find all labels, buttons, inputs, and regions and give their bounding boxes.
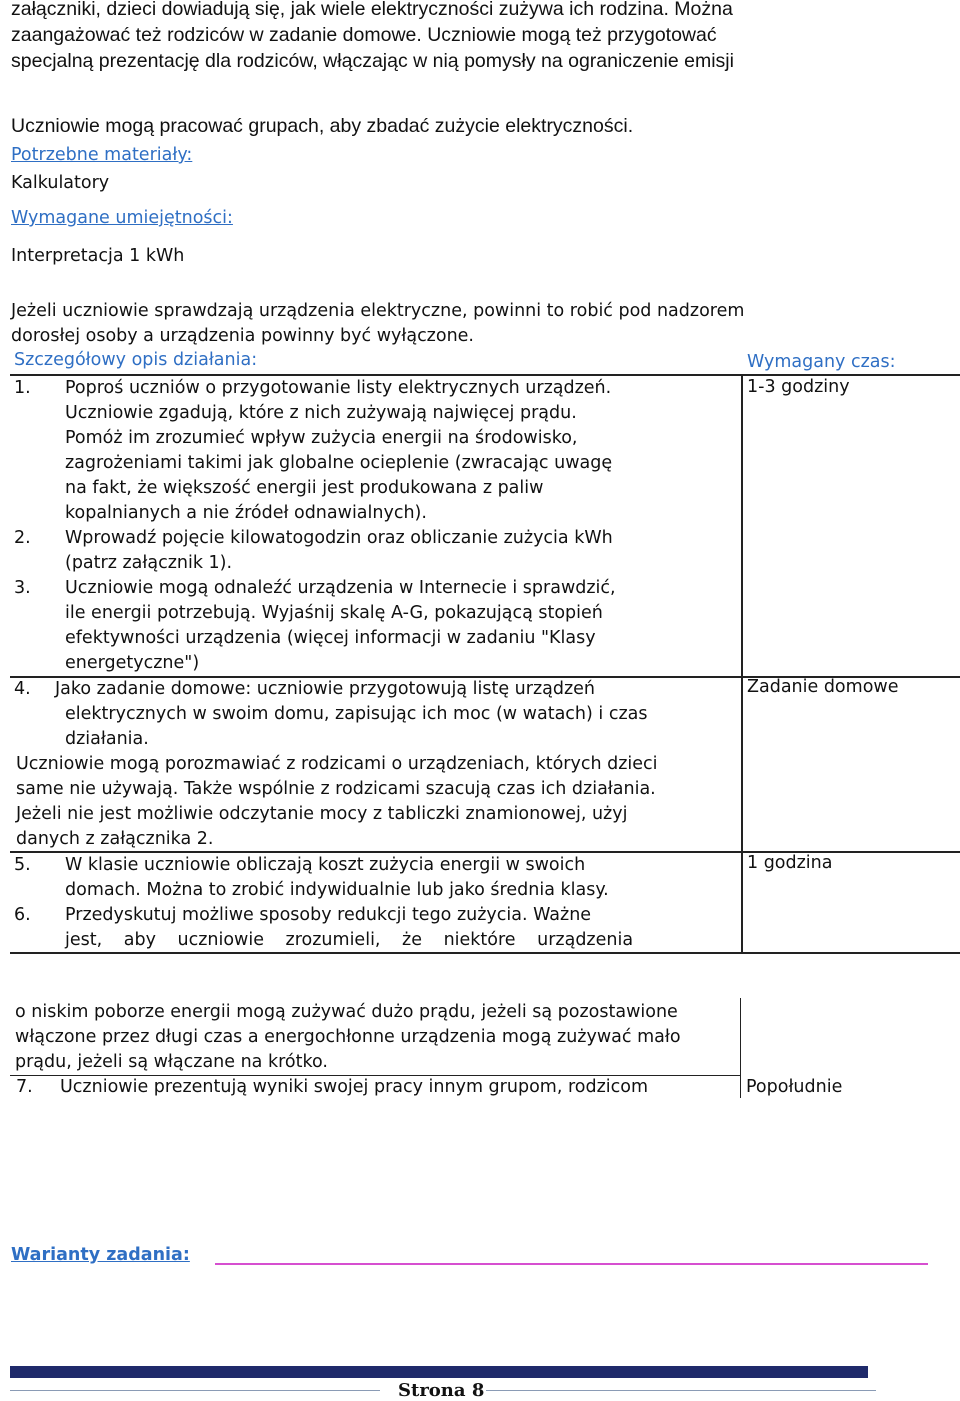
step-number: 4. <box>14 679 31 699</box>
step-line: działania. <box>65 729 149 749</box>
groups-line: Uczniowie mogą pracować grupach, aby zbadać zużycie elektryczności. <box>11 115 634 137</box>
step-line: kopalnianych a nie źródeł odnawialnych). <box>65 503 427 523</box>
table-divider <box>741 374 743 953</box>
step-line: Poproś uczniów o przygotowanie listy elektrycznych urządzeń. <box>65 378 612 398</box>
step-line: ile energii potrzebują. Wyjaśnij skalę A-G, pokazującą stopień <box>65 603 603 623</box>
intro-line: zaangażować też rodziców w zadanie domowe. Uczniowie mogą też przygotować <box>11 24 717 46</box>
step-line: elektrycznych w swoim domu, zapisując ich moc (w watach) i czas <box>65 704 648 724</box>
parents-line: Jeżeli nie jest możliwie odczytanie mocy z tabliczki znamionowej, użyj <box>16 804 628 824</box>
col-description-heading: Szczegółowy opis działania: <box>14 350 258 370</box>
safety-line: Jeżeli uczniowie sprawdzają urządzenia elektryczne, powinni to robić pod nadzorem <box>11 301 745 321</box>
intro-line: załączniki, dzieci dowiadują się, jak wiele elektryczności zużywa ich rodzina. Można <box>11 0 733 20</box>
step-line: Uczniowie prezentują wyniki swojej pracy innym grupom, rodzicom <box>60 1077 648 1097</box>
time-cell: Popołudnie <box>746 1077 843 1097</box>
step-number: 6. <box>14 905 31 925</box>
page-number <box>398 1380 484 1401</box>
parents-line: Uczniowie mogą porozmawiać z rodzicami o urządzeniach, których dzieci <box>16 754 658 774</box>
step-line: zagrożeniami takimi jak globalne ocieplenie (zwracając uwagę <box>65 453 613 473</box>
time-cell: Zadanie domowe <box>747 677 899 697</box>
step-number: 3. <box>14 578 31 598</box>
step-number: 2. <box>14 528 31 548</box>
step-line: Pomóż im zrozumieć wpływ zużycia energii na środowisko, <box>65 428 578 448</box>
step-line: (patrz załącznik 1). <box>65 553 233 573</box>
variants-line <box>215 1263 928 1265</box>
time-cell: 1-3 godziny <box>747 377 850 397</box>
skills-heading: Wymagane umiejętności: <box>11 208 233 228</box>
step-number: 5. <box>14 855 31 875</box>
parents-line: same nie używają. Także wspólnie z rodzicami szacują czas ich działania. <box>16 779 656 799</box>
step-line: energetyczne") <box>65 653 200 673</box>
safety-line: dorosłej osoby a urządzenia powinny być wyłączone. <box>11 326 474 346</box>
table-rule <box>10 952 960 954</box>
parents-line: danych z załącznika 2. <box>16 829 214 849</box>
footer-rule <box>10 1390 380 1391</box>
footer-rule <box>486 1390 876 1391</box>
table-rule <box>10 374 960 376</box>
materials-heading: Potrzebne materiały: <box>11 145 193 165</box>
col-time-heading: Wymagany czas: <box>747 352 896 372</box>
step-line: jest, aby uczniowie zrozumieli, że niektóre urządzenia <box>65 930 634 950</box>
step-line: domach. Można to zrobić indywidualnie lub jako średnia klasy. <box>65 880 609 900</box>
time-cell: 1 godzina <box>747 853 833 873</box>
continuation-line: włączone przez długi czas a energochłonne urządzenia mogą zużywać mało <box>15 1027 681 1047</box>
page-label: Strona 8 <box>398 1380 485 1401</box>
step-line: efektywności urządzenia (więcej informacji w zadaniu "Klasy <box>65 628 596 648</box>
step-line: na fakt, że większość energii jest produkowana z paliw <box>65 478 544 498</box>
table-divider <box>740 998 741 1098</box>
table-rule <box>10 1075 740 1076</box>
step-line: Uczniowie zgadują, które z nich zużywają najwięcej prądu. <box>65 403 577 423</box>
step-line: Uczniowie mogą odnaleźć urządzenia w Internecie i sprawdzić, <box>65 578 616 598</box>
intro-line: specjalną prezentację dla rodziców, włączając w nią pomysły na ograniczenie emisji <box>11 50 734 72</box>
materials-value: Kalkulatory <box>11 173 110 193</box>
step-number: 7. <box>16 1077 33 1097</box>
step-line: Jako zadanie domowe: uczniowie przygotowują listę urządzeń <box>55 679 596 699</box>
variants-heading: Warianty zadania: <box>11 1245 190 1265</box>
continuation-line: o niskim poborze energii mogą zużywać dużo prądu, jeżeli są pozostawione <box>15 1002 678 1022</box>
step-line: W klasie uczniowie obliczają koszt zużycia energii w swoich <box>65 855 586 875</box>
step-line: Przedyskutuj możliwe sposoby redukcji tego zużycia. Ważne <box>65 905 592 925</box>
skills-value: Interpretacja 1 kWh <box>11 246 185 266</box>
step-number: 1. <box>14 378 31 398</box>
step-line: Wprowadź pojęcie kilowatogodzin oraz obliczanie zużycia kWh <box>65 528 613 548</box>
footer-bar <box>10 1366 868 1378</box>
continuation-line: prądu, jeżeli są włączane na krótko. <box>15 1052 328 1072</box>
